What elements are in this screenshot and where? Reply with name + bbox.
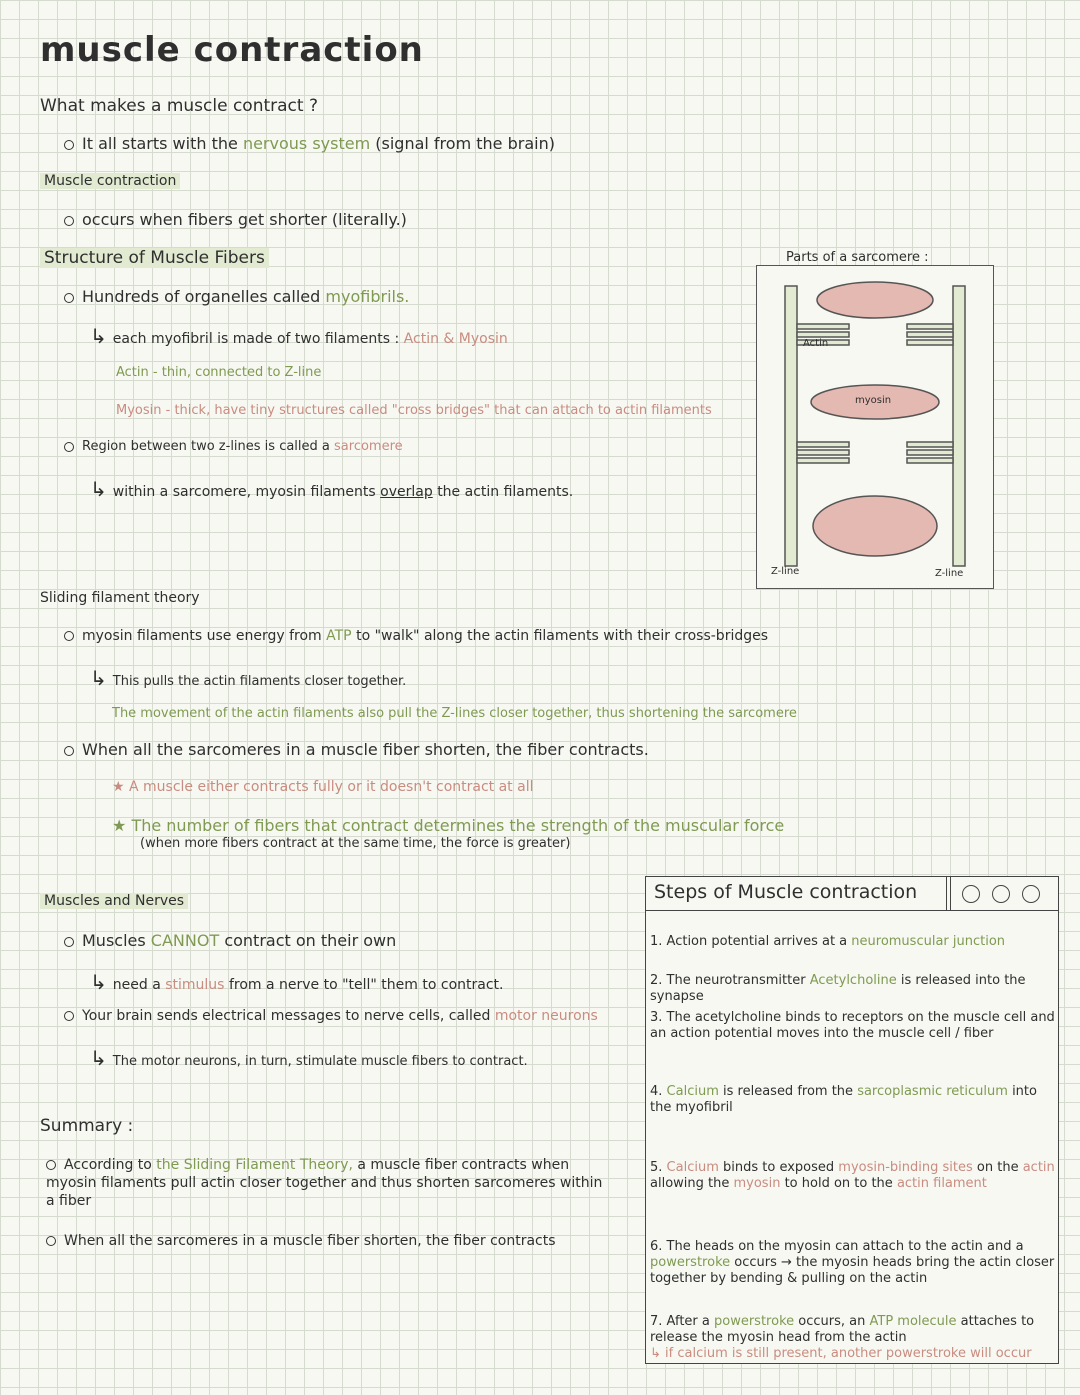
sub-stimulate-fibers: ↳ The motor neurons, in turn, stimulate muscle fibers to contract. bbox=[90, 1046, 528, 1070]
step-1: 1. Action potential arrives at a neuromuscular junction bbox=[650, 934, 1006, 949]
bullet-motor-neurons: Your brain sends electrical messages to nerve cells, called motor neurons bbox=[64, 1008, 598, 1024]
step-2: 2. The neurotransmitter Acetylcholine is released into the synapse bbox=[650, 973, 1026, 1004]
steps-title: Steps of Muscle contraction bbox=[654, 881, 918, 903]
star-note-all-or-none: ★ A muscle either contracts fully or it doesn't contract at all bbox=[112, 779, 534, 795]
bullet-dot-icon bbox=[64, 937, 74, 947]
summary-bullet-contracts: When all the sarcomeres in a muscle fiber shorten, the fiber contracts bbox=[46, 1232, 606, 1250]
label-actin: Actin bbox=[803, 338, 829, 349]
note-actin: Actin - thin, connected to Z-line bbox=[116, 365, 322, 380]
myosin-oval-top bbox=[817, 282, 933, 318]
z-line-left bbox=[785, 286, 797, 566]
sub-need-stimulus: ↳ need a stimulus from a nerve to "tell" them to contract. bbox=[90, 970, 504, 994]
bullet-nervous-system: It all starts with the nervous system (signal from the brain) bbox=[64, 134, 555, 153]
bullet-dot-icon bbox=[46, 1160, 56, 1170]
step-3: 3. The acetylcholine binds to receptors on the muscle cell and an action potential moves into the muscle cell / fiber bbox=[650, 1010, 1055, 1041]
arrow-icon: ↳ bbox=[90, 1046, 107, 1070]
bullet-sarcomere: Region between two z-lines is called a sarcomere bbox=[64, 439, 403, 454]
step-6: 6. The heads on the myosin can attach to the actin and a powerstroke occurs → the myosin heads bring the actin closer together by bending & pulling on the actin bbox=[650, 1239, 1055, 1286]
label-myosin: myosin bbox=[855, 395, 892, 406]
step-7: 7. After a powerstroke occurs, an ATP molecule attaches to release the myosin head from the actin ↳ if calcium is still present, another powerstroke will occur bbox=[650, 1314, 1035, 1361]
note-more-fibers: (when more fibers contract at the same time, the force is greater) bbox=[140, 836, 571, 851]
bullet-dot-icon bbox=[64, 140, 74, 150]
myosin-oval-bottom bbox=[813, 496, 937, 556]
bullet-dot-icon bbox=[64, 1011, 74, 1021]
sub-each-myofibril: ↳ each myofibril is made of two filaments : Actin & Myosin bbox=[90, 324, 508, 348]
star-note-strength: ★ The number of fibers that contract determines the strength of the muscular force bbox=[112, 816, 785, 835]
circle-icon bbox=[962, 885, 980, 903]
heading-summary: Summary : bbox=[40, 1116, 134, 1136]
z-line-right bbox=[953, 286, 965, 566]
steps-box bbox=[645, 876, 1059, 1364]
bullet-fibers-shorter: occurs when fibers get shorter (literally.) bbox=[64, 210, 407, 229]
bullet-dot-icon bbox=[64, 631, 74, 641]
header-divider bbox=[946, 877, 951, 910]
label-z-line-right: Z-line bbox=[935, 568, 964, 579]
bullet-cannot-contract: Muscles CANNOT contract on their own bbox=[64, 931, 396, 950]
steps-header bbox=[646, 877, 1058, 911]
note-myosin: Myosin - thick, have tiny structures called "cross bridges" that can attach to actin filaments bbox=[116, 403, 712, 418]
heading-what-makes: What makes a muscle contract ? bbox=[40, 96, 318, 116]
note-z-lines: The movement of the actin filaments also pull the Z-lines closer together, thus shortening the sarcomere bbox=[112, 706, 797, 721]
sub-overlap: ↳ within a sarcomere, myosin filaments overlap the actin filaments. bbox=[90, 477, 574, 501]
diagram-title: Parts of a sarcomere : bbox=[786, 250, 929, 265]
heading-sliding-filament: Sliding filament theory bbox=[40, 590, 200, 606]
arrow-icon: ↳ bbox=[90, 324, 107, 348]
heading-structure: Structure of Muscle Fibers bbox=[40, 248, 269, 268]
arrow-icon: ↳ bbox=[90, 666, 107, 690]
circle-icon bbox=[992, 885, 1010, 903]
star-icon: ★ bbox=[112, 816, 132, 835]
circle-icon bbox=[1022, 885, 1040, 903]
sarcomere-diagram bbox=[756, 265, 994, 589]
summary-bullet-theory: According to the Sliding Filament Theory, a muscle fiber contracts when myosin filaments pull actin closer together and thus shorten sarcomeres within a fiber bbox=[46, 1157, 603, 1209]
bullet-myosin-atp: myosin filaments use energy from ATP to "walk" along the actin filaments with their cross-bridges bbox=[64, 628, 768, 644]
bullet-dot-icon bbox=[64, 216, 74, 226]
bullet-dot-icon bbox=[64, 746, 74, 756]
bullet-dot-icon bbox=[46, 1236, 56, 1246]
arrow-icon: ↳ bbox=[90, 477, 107, 501]
star-icon: ★ bbox=[112, 779, 130, 795]
bullet-dot-icon bbox=[64, 293, 74, 303]
bullet-fiber-contracts: When all the sarcomeres in a muscle fiber shorten, the fiber contracts. bbox=[64, 740, 649, 759]
bullet-dot-icon bbox=[64, 442, 74, 452]
page-title: muscle contraction bbox=[40, 30, 424, 70]
sarcomere-drawing bbox=[757, 266, 993, 588]
heading-muscle-contraction: Muscle contraction bbox=[40, 173, 180, 189]
bullet-myofibrils: Hundreds of organelles called myofibrils. bbox=[64, 287, 409, 306]
heading-muscles-nerves: Muscles and Nerves bbox=[40, 893, 188, 909]
sub-pulls-actin: ↳ This pulls the actin filaments closer together. bbox=[90, 666, 407, 690]
label-z-line-left: Z-line bbox=[771, 566, 800, 577]
step-5: 5. Calcium binds to exposed myosin-binding sites on the actin allowing the myosin to hold on to the actin filament bbox=[650, 1160, 1055, 1191]
step-4: 4. Calcium is released from the sarcoplasmic reticulum into the myofibril bbox=[650, 1084, 1037, 1115]
arrow-icon: ↳ bbox=[90, 970, 107, 994]
